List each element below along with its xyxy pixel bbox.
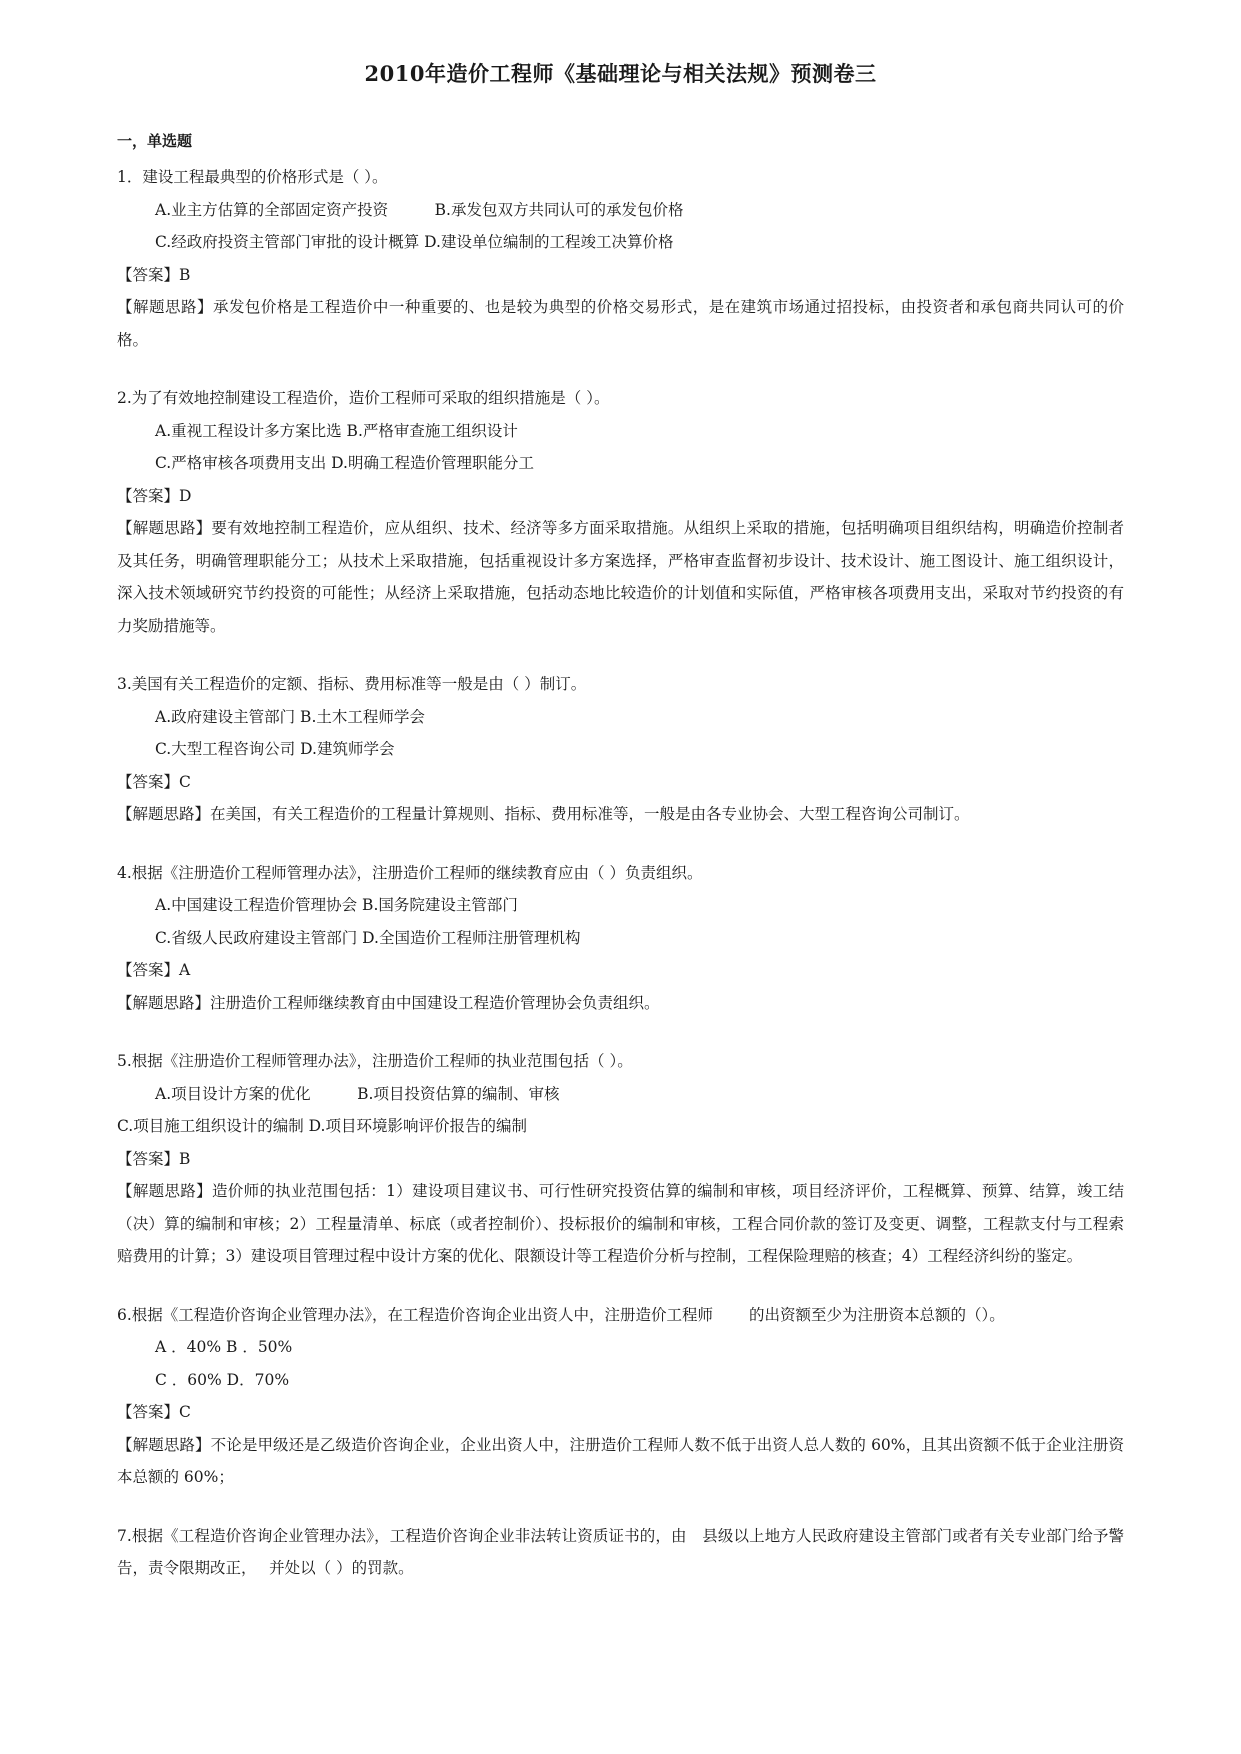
question-analysis: 【解题思路】造价师的执业范围包括：1）建设项目建议书、可行性研究投资估算的编制和审核，项目经济评价，工程概算、预算、结算，竣工结（决）算的编制和审核；2）工程量清单、标底（或者控制价）、投标报价的编制和审核，工程合同价款的签订及变更、调整，工程款支付与工程索赔费用的计算；3）建设项目管理过程中设计方案的优化、限额设计等工程造价分析与控制，工程保险理赔的核查；4）工程经济纠纷的鉴定。 — [117, 1182, 1124, 1265]
page-title: 2010年造价工程师《基础理论与相关法规》预测卷三 — [364, 61, 877, 86]
question-stem: 5.根据《注册造价工程师管理办法》，注册造价工程师的执业范围包括（ ）。 — [117, 1052, 633, 1070]
question-analysis: 【解题思路】要有效地控制工程造价，应从组织、技术、经济等多方面采取措施。从组织上采取的措施，包括明确项目组织结构，明确造价控制者及其任务，明确管理职能分工；从技术上采取措施，包括重视设计多方案选择，严格审查监督初步设计、技术设计、施工图设计、施工组织设计，深入技术领域研究节约投资的可能性；从经济上采取措施，包括动态地比较造价的计划值和实际值，严格审核各项费用支出，采取对节约投资的有力奖励措施等。 — [117, 519, 1124, 635]
question-stem: 6.根据《工程造价咨询企业管理办法》，在工程造价咨询企业出资人中，注册造价工程师 的出资额至少为注册资本总额的（）。 — [117, 1305, 1005, 1324]
question-option-row: A.重视工程设计多方案比选 B.严格审查施工组织设计 — [155, 421, 518, 440]
question-5 — [117, 1045, 1124, 1273]
question-6 — [117, 1299, 1124, 1494]
question-2 — [117, 382, 1124, 642]
question-7 — [117, 1520, 1124, 1585]
question-option-row: C.项目施工组织设计的编制 D.项目环境影响评价报告的编制 — [117, 1117, 527, 1135]
question-option-row: A.业主方估算的全部固定资产投资 B.承发包双方共同认可的承发包价格 — [155, 200, 684, 219]
question-analysis: 【解题思路】在美国，有关工程造价的工程量计算规则、指标、费用标准等，一般是由各专业协会、大型工程咨询公司制订。 — [117, 805, 970, 823]
question-stem: 4.根据《注册造价工程师管理办法》，注册造价工程师的继续教育应由（ ）负责组织。 — [117, 863, 703, 882]
question-answer: 【答案】A — [117, 961, 191, 979]
question-option-row: C.经政府投资主管部门审批的设计概算 D.建设单位编制的工程竣工决算价格 — [155, 233, 674, 251]
question-option-row: A.项目设计方案的优化 B.项目投资估算的编制、审核 — [155, 1084, 560, 1103]
question-answer: 【答案】C — [117, 772, 191, 791]
question-option-row: C.严格审核各项费用支出 D.明确工程造价管理职能分工 — [155, 454, 534, 472]
section-heading: 一，单选题 — [117, 132, 193, 150]
question-stem: 1．建设工程最典型的价格形式是（ ）。 — [117, 168, 388, 186]
question-answer: 【答案】C — [117, 1403, 191, 1421]
question-stem: 3.美国有关工程造价的定额、指标、费用标准等一般是由（ ）制订。 — [117, 675, 587, 693]
question-answer: 【答案】B — [117, 265, 191, 284]
question-option-row: A.政府建设主管部门 B.土木工程师学会 — [155, 707, 425, 726]
question-1 — [117, 161, 1124, 356]
question-option-row: C ．60% D．70% — [155, 1370, 290, 1389]
question-analysis: 【解题思路】承发包价格是工程造价中一种重要的、也是较为典型的价格交易形式，是在建筑市场通过招投标，由投资者和承包商共同认可的价格。 — [117, 298, 1124, 349]
question-option-row: C.大型工程咨询公司 D.建筑师学会 — [155, 740, 395, 758]
question-option-row: A.中国建设工程造价管理协会 B.国务院建设主管部门 — [155, 896, 518, 914]
question-option-row: C.省级人民政府建设主管部门 D.全国造价工程师注册管理机构 — [155, 928, 581, 947]
question-stem: 7.根据《工程造价咨询企业管理办法》，工程造价咨询企业非法转让资质证书的，由 县级以上地方人民政府建设主管部门或者有关专业部门给予警告，责令限期改正， 并处以（ ）的罚款。 — [117, 1526, 1124, 1577]
question-analysis: 【解题思路】注册造价工程师继续教育由中国建设工程造价管理协会负责组织。 — [117, 993, 660, 1012]
question-option-row: A ．40% B ．50% — [155, 1338, 293, 1356]
question-stem: 2.为了有效地控制建设工程造价，造价工程师可采取的组织措施是（ ）。 — [117, 389, 610, 407]
question-answer: 【答案】D — [117, 486, 192, 505]
question-4 — [117, 857, 1124, 1020]
question-answer: 【答案】B — [117, 1149, 191, 1168]
question-3 — [117, 668, 1124, 831]
question-analysis: 【解题思路】不论是甲级还是乙级造价咨询企业，企业出资人中，注册造价工程师人数不低于出资人总人数的 60%，且其出资额不低于企业注册资本总额的 60%； — [117, 1435, 1124, 1486]
